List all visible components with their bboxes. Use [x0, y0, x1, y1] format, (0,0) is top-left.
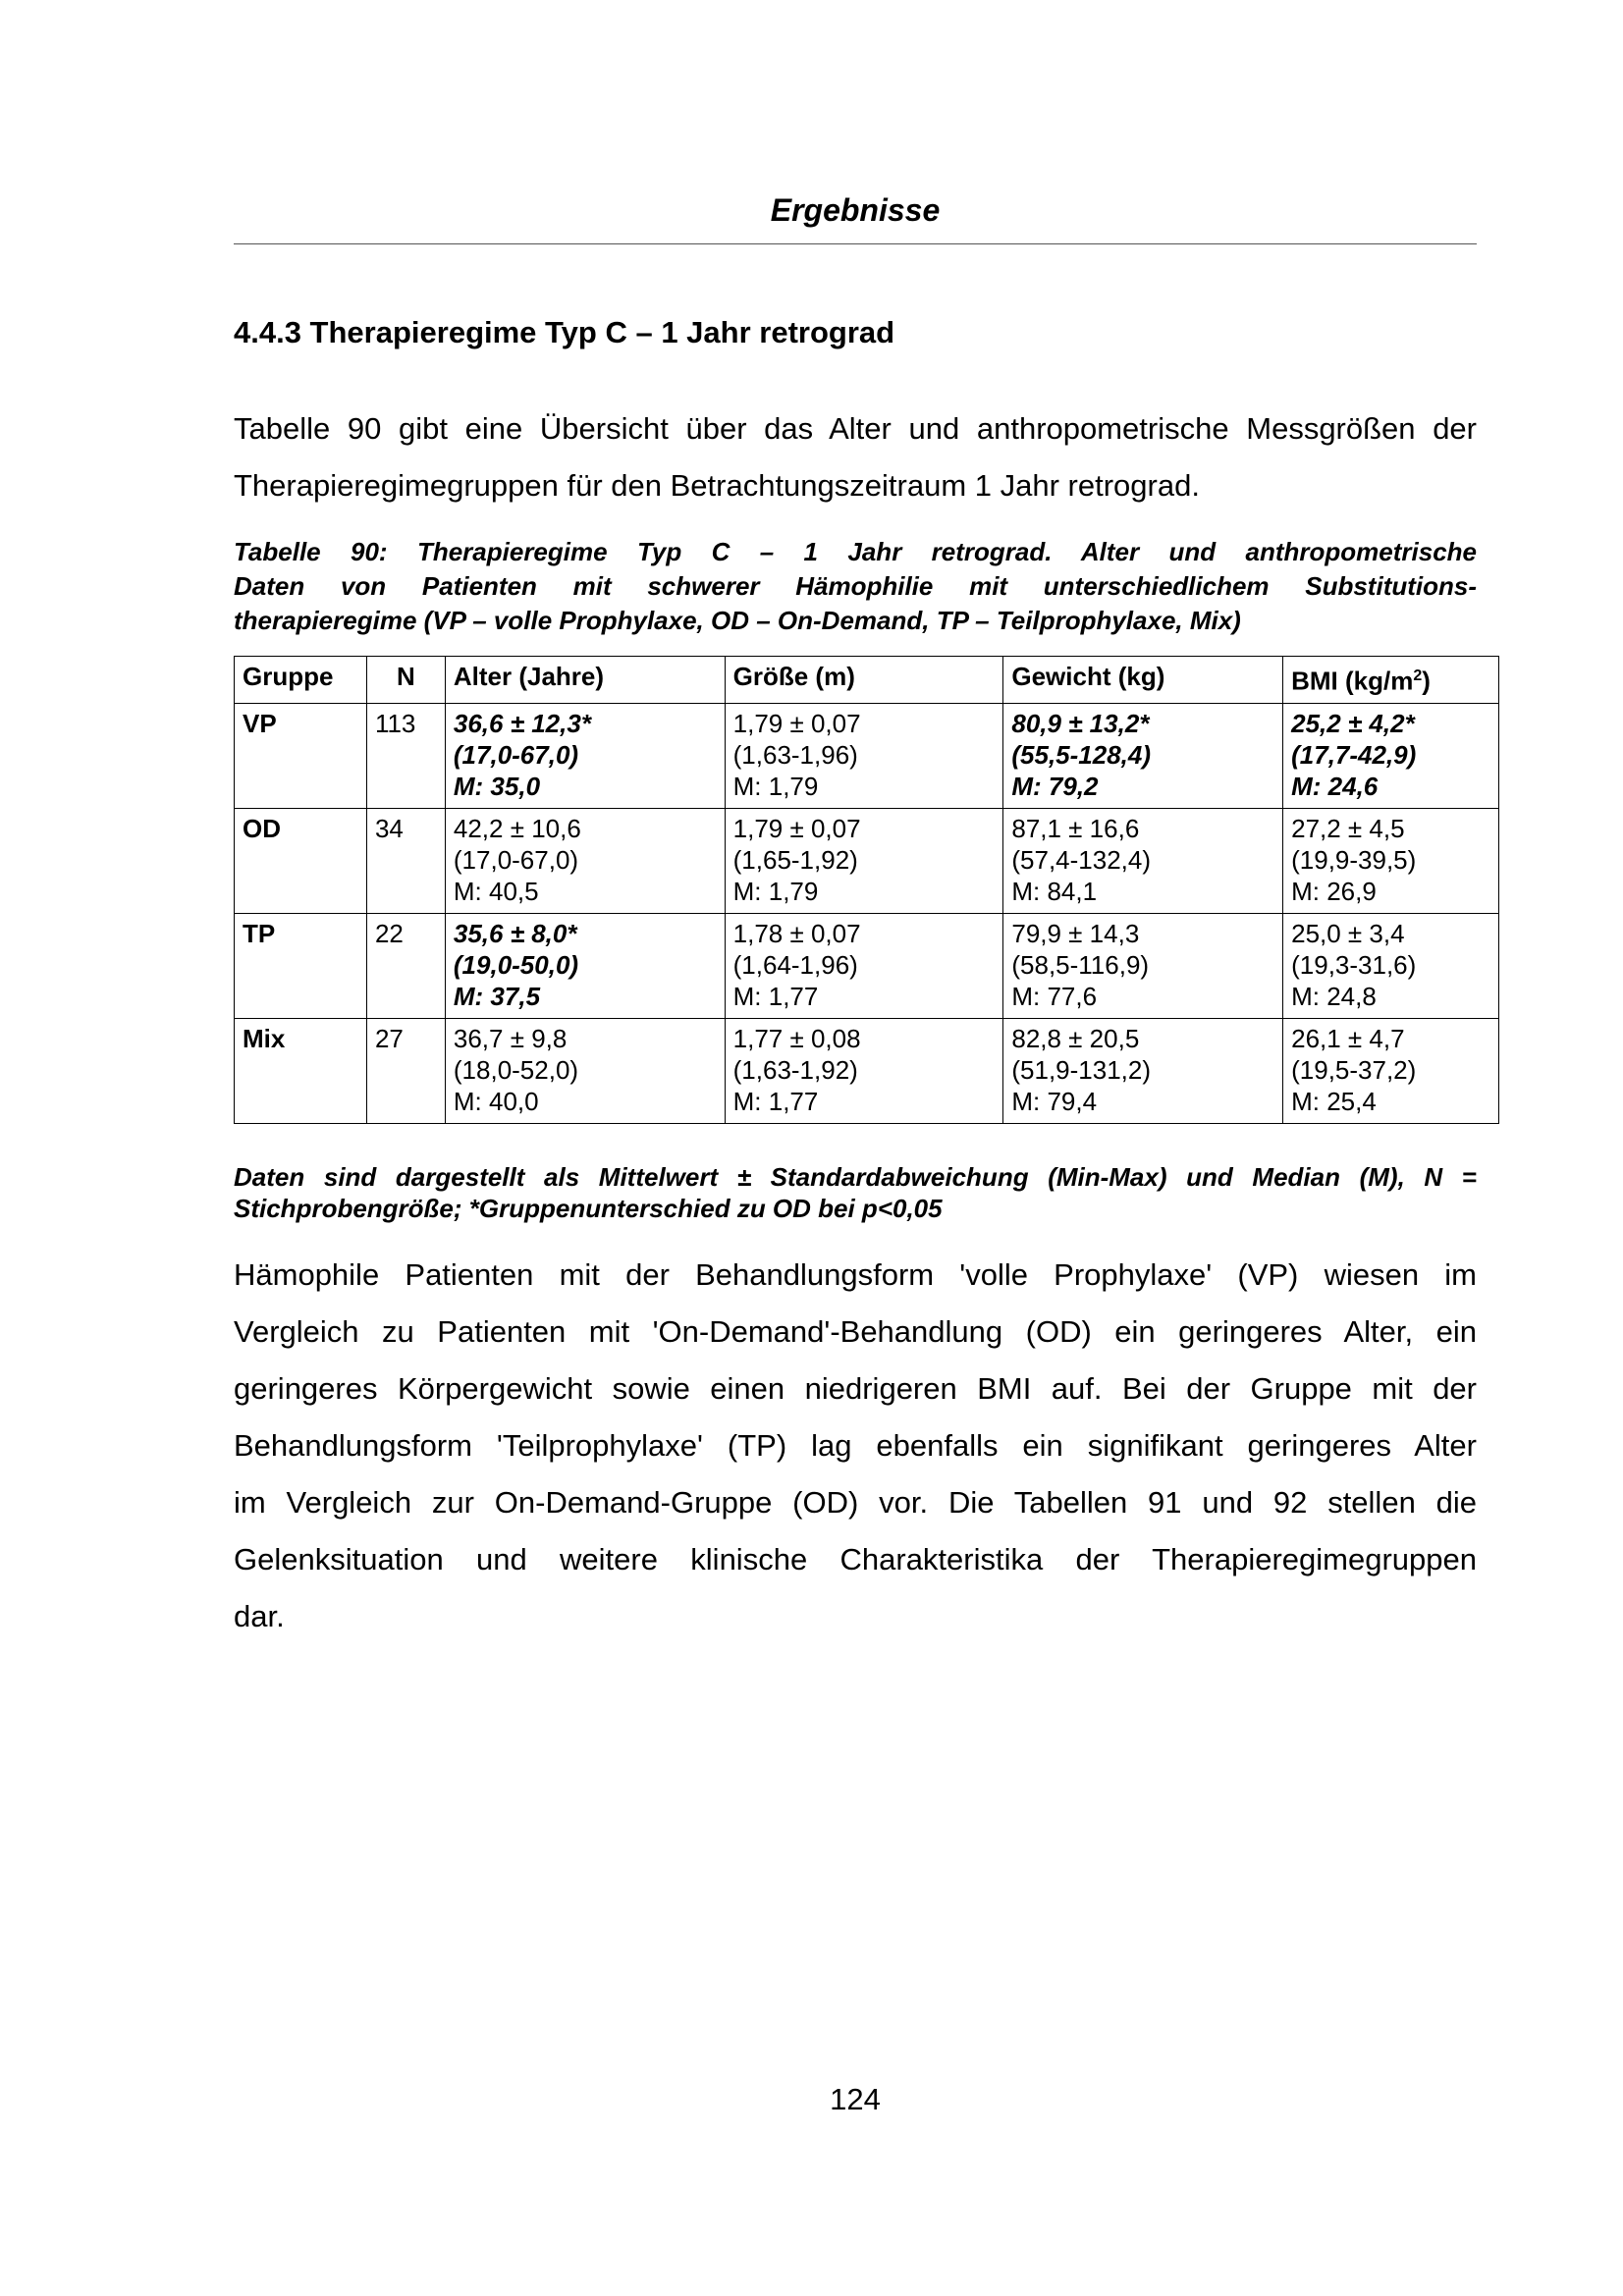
table-footnote	[234, 1161, 1477, 1224]
cell-group: VP	[235, 703, 367, 808]
cell-n: 113	[366, 703, 445, 808]
cell-groesse: 1,79 ± 0,07 (1,65-1,92) M: 1,79	[725, 808, 1003, 913]
table-caption	[234, 535, 1477, 638]
body-line: im Vergleich zur On-Demand-Gruppe (OD) vor. Die Tabellen 91 und 92 stellen die	[234, 1485, 1477, 1520]
caption-line: Daten von Patienten mit schwerer Hämophilie mit unterschiedlichem Substitutions-	[234, 571, 1477, 601]
cell-group: OD	[235, 808, 367, 913]
footnote-line: Stichprobengröße; *Gruppenunterschied zu OD bei p<0,05	[234, 1194, 943, 1223]
column-header-gruppe: Gruppe	[235, 657, 367, 704]
cell-group: Mix	[235, 1018, 367, 1123]
body-paragraph	[234, 1247, 1477, 1645]
column-header-groesse: Größe (m)	[725, 657, 1003, 704]
cell-groesse: 1,77 ± 0,08 (1,63-1,92) M: 1,77	[725, 1018, 1003, 1123]
cell-groesse: 1,79 ± 0,07 (1,63-1,96) M: 1,79	[725, 703, 1003, 808]
cell-n: 22	[366, 913, 445, 1018]
running-header-title: Ergebnisse	[770, 192, 941, 228]
cell-group: TP	[235, 913, 367, 1018]
body-line: geringeres Körpergewicht sowie einen niedrigeren BMI auf. Bei der Gruppe mit der	[234, 1371, 1477, 1406]
column-header-gewicht: Gewicht (kg)	[1003, 657, 1283, 704]
caption-line: therapieregime (VP – volle Prophylaxe, OD – On-Demand, TP – Teilprophylaxe, Mix)	[234, 606, 1241, 635]
footnote-line: Daten sind dargestellt als Mittelwert ± Standardabweichung (Min-Max) und Median (M), N =	[234, 1162, 1477, 1192]
cell-gewicht: 82,8 ± 20,5 (51,9-131,2) M: 79,4	[1003, 1018, 1283, 1123]
cell-groesse: 1,78 ± 0,07 (1,64-1,96) M: 1,77	[725, 913, 1003, 1018]
body-line: Vergleich zu Patienten mit 'On-Demand'-Behandlung (OD) ein geringeres Alter, ein	[234, 1314, 1477, 1349]
intro-paragraph	[234, 400, 1477, 514]
cell-alter: 36,7 ± 9,8 (18,0-52,0) M: 40,0	[445, 1018, 725, 1123]
body-line: Hämophile Patienten mit der Behandlungsform 'volle Prophylaxe' (VP) wiesen im	[234, 1257, 1477, 1292]
page-number: 124	[830, 2082, 881, 2116]
cell-bmi: 25,2 ± 4,2* (17,7-42,9) M: 24,6	[1283, 703, 1499, 808]
cell-gewicht: 87,1 ± 16,6 (57,4-132,4) M: 84,1	[1003, 808, 1283, 913]
column-header-bmi: BMI $(kg/m^2)$	[1283, 657, 1499, 704]
table-row	[235, 703, 1499, 808]
cell-alter: 42,2 ± 10,6 (17,0-67,0) M: 40,5	[445, 808, 725, 913]
caption-line: Tabelle 90: Therapieregime Typ C – 1 Jahr retrograd. Alter und anthropometrische	[234, 537, 1477, 566]
column-header-n: N	[366, 657, 445, 704]
table-row	[235, 808, 1499, 913]
table-row	[235, 1018, 1499, 1123]
cell-alter: 36,6 ± 12,3* (17,0-67,0) M: 35,0	[445, 703, 725, 808]
cell-gewicht: 80,9 ± 13,2* (55,5-128,4) M: 79,2	[1003, 703, 1283, 808]
section-heading: 4.4.3 Therapieregime Typ C – 1 Jahr retrograd	[234, 315, 895, 349]
cell-n: 27	[366, 1018, 445, 1123]
body-line: Behandlungsform 'Teilprophylaxe' (TP) lag ebenfalls ein signifikant geringeres Alter	[234, 1428, 1477, 1463]
data-table	[234, 656, 1499, 1124]
intro-line: Therapieregimegruppen für den Betrachtungszeitraum 1 Jahr retrograd.	[234, 468, 1200, 503]
header-rule	[234, 243, 1477, 244]
body-line: Gelenksituation und weitere klinische Charakteristika der Therapieregimegruppen	[234, 1542, 1477, 1576]
table-row	[235, 913, 1499, 1018]
column-header-alter: Alter (Jahre)	[445, 657, 725, 704]
cell-gewicht: 79,9 ± 14,3 (58,5-116,9) M: 77,6	[1003, 913, 1283, 1018]
cell-alter: 35,6 ± 8,0* (19,0-50,0) M: 37,5	[445, 913, 725, 1018]
cell-bmi: 26,1 ± 4,7 (19,5-37,2) M: 25,4	[1283, 1018, 1499, 1123]
body-line: dar.	[234, 1599, 285, 1633]
cell-bmi: 25,0 ± 3,4 (19,3-31,6) M: 24,8	[1283, 913, 1499, 1018]
cell-bmi: 27,2 ± 4,5 (19,9-39,5) M: 26,9	[1283, 808, 1499, 913]
table-header-row	[235, 657, 1499, 704]
cell-n: 34	[366, 808, 445, 913]
intro-line: Tabelle 90 gibt eine Übersicht über das Alter und anthropometrische Messgrößen der	[234, 411, 1477, 446]
